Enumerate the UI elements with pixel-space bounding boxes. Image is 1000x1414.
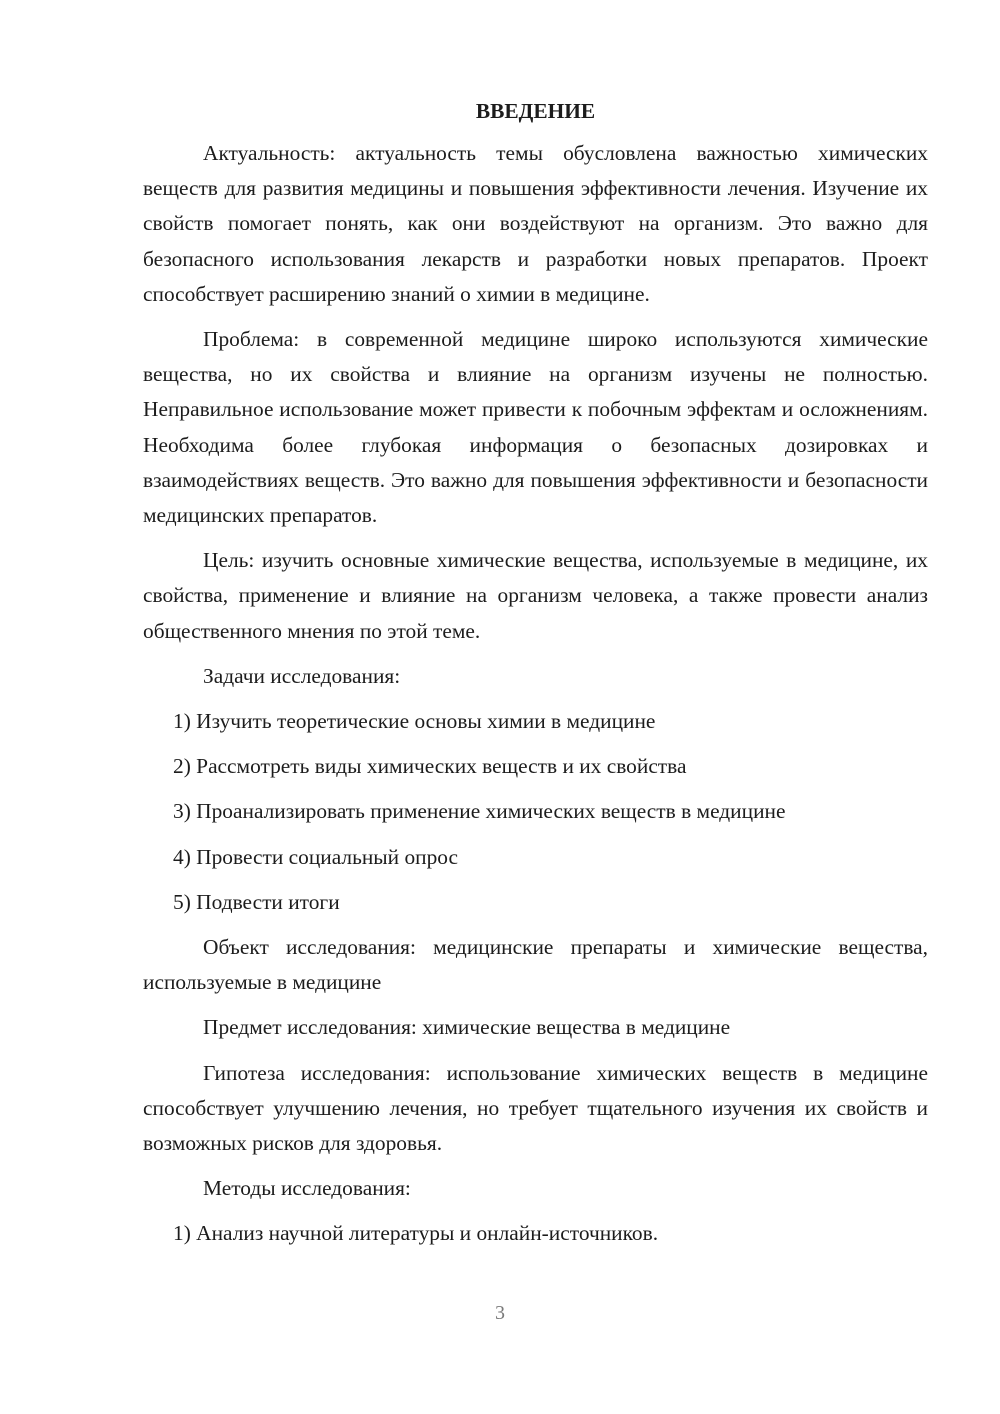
subject-line: Предмет исследования: химические вещества в медицине xyxy=(203,1015,731,1040)
hypothesis-paragraph: Гипотеза исследования: использование химических веществ в медицине способствует улучшению лечения, но требует тщательного изучения их свойств и возможных рисков для здоровья. xyxy=(143,1060,928,1156)
task-item: 4) Провести социальный опрос xyxy=(173,844,459,869)
relevance-paragraph: Актуальность: актуальность темы обусловлена важностью химических веществ для развития медицины и повышения эффективности лечения. Изучение их свойств помогает понять, как они воздействуют на организм. Это важно для безопасного использования лекарств и разработки новых препаратов. Проект способствует расширению знаний о химии в медицине. xyxy=(143,141,928,306)
task-item: 1) Изучить теоретические основы химии в медицине xyxy=(173,709,656,734)
task-item: 3) Проанализировать применение химических веществ в медицине xyxy=(173,799,786,824)
methods-label: Методы исследования: xyxy=(203,1176,411,1201)
page-number: 3 xyxy=(495,1302,505,1324)
goal-paragraph: Цель: изучить основные химические вещества, используемые в медицине, их свойства, применение и влияние на организм человека, а также провести анализ общественного мнения по этой теме. xyxy=(143,548,928,643)
tasks-label: Задачи исследования: xyxy=(203,663,401,688)
problem-paragraph: Проблема: в современной медицине широко используются химические вещества, но их свойства и влияние на организм изучены не полностью. Неправильное использование может привести к побочным эффектам и осложнениям. Необходима более глубокая информация о безопасных дозировках и взаимодействиях веществ. Это важно для повышения эффективности и безопасности медицинских препаратов. xyxy=(143,327,928,528)
method-item: 1) Анализ научной литературы и онлайн-источников. xyxy=(173,1221,659,1246)
section-heading: ВВЕДЕНИЕ xyxy=(475,99,596,123)
task-item: 2) Рассмотреть виды химических веществ и их свойства xyxy=(173,754,687,779)
document-page xyxy=(143,96,928,1262)
task-item: 5) Подвести итоги xyxy=(173,889,340,914)
object-paragraph: Объект исследования: медицинские препараты и химические вещества, используемые в медицине xyxy=(143,935,928,995)
